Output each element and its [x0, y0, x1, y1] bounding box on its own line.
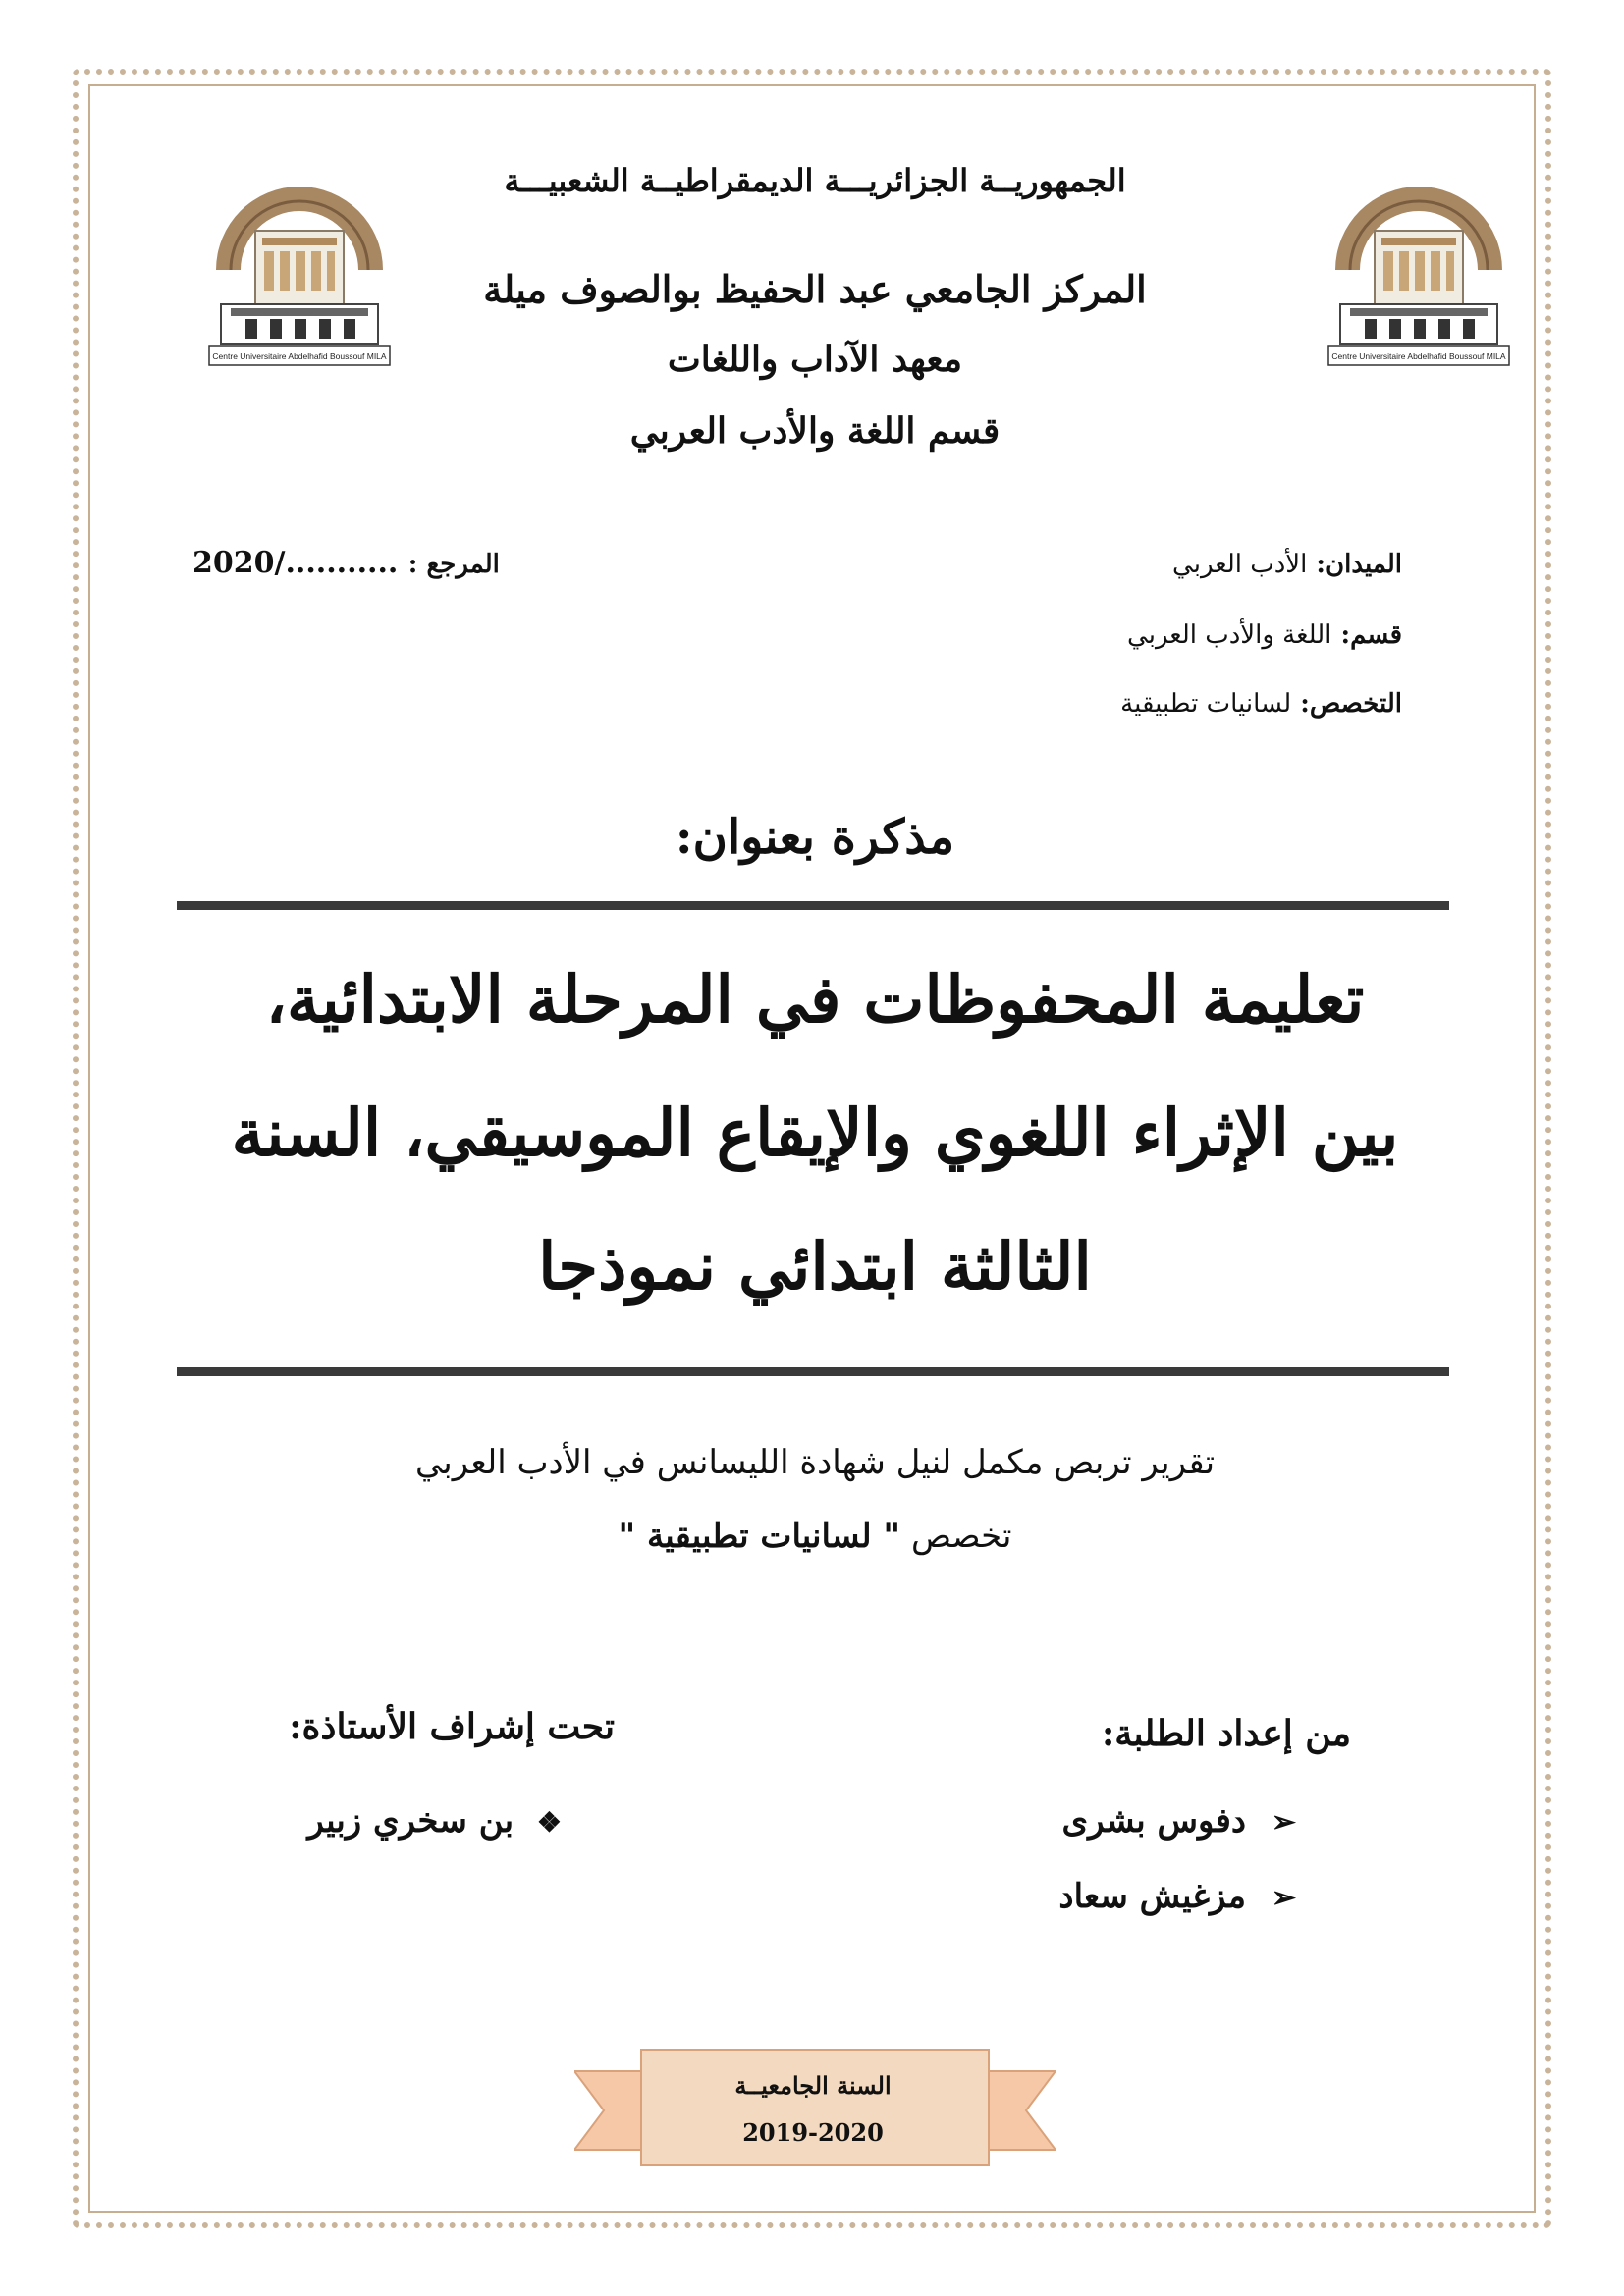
- academic-year-value: 2019-2020: [742, 2118, 884, 2147]
- degree-spec-value: " لسانيات تطبيقية ": [618, 1517, 901, 1556]
- supervisor-name: بن سخري زبير: [307, 1801, 514, 1841]
- degree-statement: تقرير تربص مكمل لنيل شهادة الليسانس في الأدب العربي: [414, 1443, 1216, 1482]
- prepared-by-label: من إعداد الطلبة:: [1101, 1713, 1351, 1754]
- dept-value: اللغة والأدب العربي: [1127, 620, 1332, 650]
- republic-name: الجمهوريــة الجزائريـــة الديمقراطيــة الشعبيـــة: [504, 162, 1126, 199]
- student-name: مزغيش سعاد: [1058, 1877, 1247, 1916]
- academic-year-label: السنة الجامعيــة: [734, 2071, 892, 2100]
- university-logo-left: [201, 177, 398, 373]
- field-value: الأدب العربي: [1172, 550, 1308, 579]
- reference-line: [192, 546, 526, 580]
- diamond-bullet-icon: ❖: [536, 1806, 562, 1839]
- logo-caption-right: Centre Universitaire Abdelhafid Boussouf MILA: [1331, 351, 1506, 361]
- institute-name: معهد الآداب واللغات: [667, 339, 963, 380]
- department-name: قسم اللغة والأدب العربي: [629, 410, 1001, 452]
- reference-label: المرجع :: [407, 550, 500, 579]
- field-label: الميدان:: [1316, 550, 1402, 579]
- specialization-label: التخصص:: [1300, 689, 1402, 719]
- dept-label: قسم:: [1340, 620, 1402, 650]
- university-logo-right: [1321, 177, 1517, 373]
- degree-spec-prefix: تخصص: [910, 1517, 1012, 1556]
- supervision-label: تحت إشراف الأستاذة:: [289, 1706, 615, 1747]
- specialization-line: [1120, 689, 1402, 719]
- university-center-name: المركز الجامعي عبد الحفيظ بوالصوف ميلة: [483, 267, 1147, 311]
- title-rule-top: [177, 901, 1449, 910]
- field-line: [1172, 550, 1402, 579]
- logo-caption-left: Centre Universitaire Abdelhafid Boussouf MILA: [212, 351, 387, 361]
- student-item: [1058, 1877, 1296, 1916]
- reference-value: 2020/...........: [192, 546, 399, 580]
- degree-specialization: [295, 1517, 1335, 1556]
- student-item: [1062, 1801, 1296, 1841]
- supervisor-item: [306, 1801, 562, 1841]
- thesis-title: تعليمة المحفوظات في المرحلة الابتدائية، بين الإثراء اللغوي والإيقاع الموسيقي، السنة الثالثة ابتدائي نموذجا: [231, 961, 1399, 1305]
- dept-line: [1127, 620, 1402, 650]
- memo-label: مذكرة بعنوان:: [675, 810, 955, 865]
- specialization-value: لسانيات تطبيقية: [1120, 689, 1292, 719]
- title-rule-bottom: [177, 1367, 1449, 1376]
- arrow-bullet-icon: ➢: [1271, 1805, 1296, 1840]
- arrow-bullet-icon: ➢: [1271, 1881, 1296, 1915]
- academic-year-ribbon: [574, 2042, 1056, 2179]
- student-name: دفوس بشرى: [1061, 1801, 1247, 1841]
